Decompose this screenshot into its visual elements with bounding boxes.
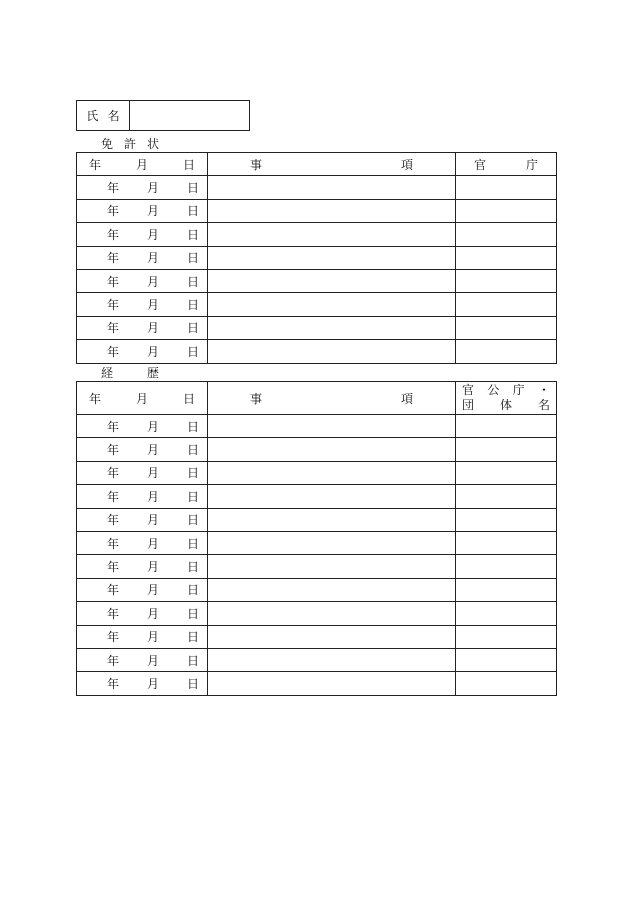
career-row <box>77 415 557 438</box>
organization-cell[interactable] <box>456 485 557 508</box>
date-cell[interactable]: 年 月 日 <box>77 672 208 695</box>
item-cell[interactable] <box>208 316 456 339</box>
date-cell[interactable]: 年 月 日 <box>77 461 208 484</box>
organization-cell[interactable] <box>456 602 557 625</box>
item-cell[interactable] <box>208 223 456 246</box>
career-row <box>77 461 557 484</box>
date-cell[interactable]: 年 月 日 <box>77 438 208 461</box>
date-cell[interactable]: 年 月 日 <box>77 176 208 199</box>
date-cell[interactable]: 年 月 日 <box>77 578 208 601</box>
career-row <box>77 555 557 578</box>
item-cell[interactable] <box>208 485 456 508</box>
organization-cell[interactable] <box>456 415 557 438</box>
date-cell[interactable]: 年 月 日 <box>77 625 208 648</box>
date-cell[interactable]: 年 月 日 <box>77 316 208 339</box>
office-cell[interactable] <box>456 293 557 316</box>
career-row <box>77 438 557 461</box>
organization-cell[interactable] <box>456 625 557 648</box>
office-cell[interactable] <box>456 316 557 339</box>
organization-cell[interactable] <box>456 555 557 578</box>
item-cell[interactable] <box>208 531 456 554</box>
date-cell[interactable]: 年 月 日 <box>77 508 208 531</box>
date-cell[interactable]: 年 月 日 <box>77 485 208 508</box>
name-label: 氏 名 <box>77 101 130 130</box>
date-cell[interactable]: 年 月 日 <box>77 555 208 578</box>
office-cell[interactable] <box>456 199 557 222</box>
license-row <box>77 176 557 199</box>
date-cell[interactable]: 年 月 日 <box>77 223 208 246</box>
office-cell[interactable] <box>456 176 557 199</box>
item-cell[interactable] <box>208 415 456 438</box>
item-cell[interactable] <box>208 461 456 484</box>
career-row <box>77 625 557 648</box>
career-row <box>77 578 557 601</box>
date-cell[interactable]: 年 月 日 <box>77 602 208 625</box>
date-cell[interactable]: 年 月 日 <box>77 293 208 316</box>
item-cell[interactable] <box>208 199 456 222</box>
date-cell[interactable]: 年 月 日 <box>77 415 208 438</box>
item-cell[interactable] <box>208 293 456 316</box>
item-cell[interactable] <box>208 438 456 461</box>
item-cell[interactable] <box>208 340 456 363</box>
license-row <box>77 199 557 222</box>
item-cell[interactable] <box>208 625 456 648</box>
item-cell[interactable] <box>208 672 456 695</box>
organization-cell[interactable] <box>456 531 557 554</box>
organization-cell[interactable] <box>456 461 557 484</box>
date-cell[interactable]: 年 月 日 <box>77 199 208 222</box>
organization-cell[interactable] <box>456 648 557 671</box>
career-row <box>77 485 557 508</box>
license-row <box>77 246 557 269</box>
header-item: 事 項 <box>208 153 456 176</box>
item-cell[interactable] <box>208 508 456 531</box>
item-cell[interactable] <box>208 176 456 199</box>
license-row <box>77 293 557 316</box>
date-cell[interactable]: 年 月 日 <box>77 531 208 554</box>
license-section-title: 免 許 状 <box>101 137 159 151</box>
license-row <box>77 316 557 339</box>
office-cell[interactable] <box>456 340 557 363</box>
organization-cell[interactable] <box>456 438 557 461</box>
header-office: 官 庁 <box>456 153 557 176</box>
career-row <box>77 508 557 531</box>
license-row <box>77 340 557 363</box>
career-header-row <box>77 382 557 415</box>
item-cell[interactable] <box>208 602 456 625</box>
date-cell[interactable]: 年 月 日 <box>77 340 208 363</box>
license-row <box>77 223 557 246</box>
career-section-title: 経 歴 <box>101 366 159 380</box>
name-input[interactable] <box>130 101 249 130</box>
name-field-box <box>76 100 250 131</box>
license-row <box>77 269 557 292</box>
date-cell[interactable]: 年 月 日 <box>77 269 208 292</box>
header-date: 年 月 日 <box>77 153 208 176</box>
organization-cell[interactable] <box>456 508 557 531</box>
header-organization: 官 公 庁 ・ 団 体 名 <box>456 382 557 415</box>
license-table <box>76 152 557 364</box>
header-date: 年 月 日 <box>77 382 208 415</box>
career-row <box>77 672 557 695</box>
item-cell[interactable] <box>208 578 456 601</box>
item-cell[interactable] <box>208 269 456 292</box>
organization-cell[interactable] <box>456 578 557 601</box>
office-cell[interactable] <box>456 223 557 246</box>
career-row <box>77 531 557 554</box>
organization-cell[interactable] <box>456 672 557 695</box>
date-cell[interactable]: 年 月 日 <box>77 648 208 671</box>
license-header-row <box>77 153 557 176</box>
office-cell[interactable] <box>456 246 557 269</box>
date-cell[interactable]: 年 月 日 <box>77 246 208 269</box>
career-row <box>77 648 557 671</box>
item-cell[interactable] <box>208 246 456 269</box>
item-cell[interactable] <box>208 555 456 578</box>
career-row <box>77 602 557 625</box>
office-cell[interactable] <box>456 269 557 292</box>
item-cell[interactable] <box>208 648 456 671</box>
career-table <box>76 381 557 696</box>
header-item: 事 項 <box>208 382 456 415</box>
